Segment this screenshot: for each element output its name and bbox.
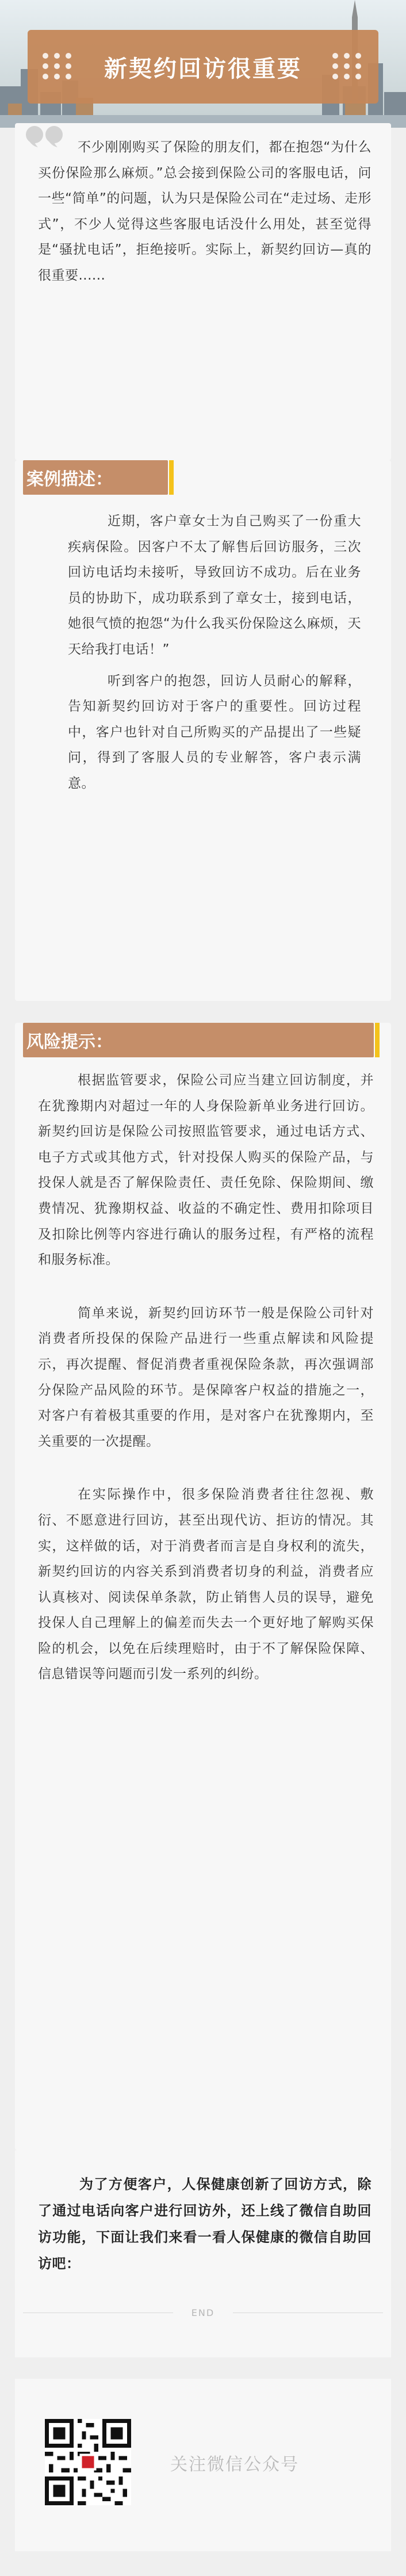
heading-accent xyxy=(375,1023,380,1057)
case-heading: 案例描述： xyxy=(26,469,113,490)
case-section xyxy=(15,460,391,1001)
decorative-dots-right-icon xyxy=(332,53,363,81)
follow-card xyxy=(15,2379,391,2551)
end-divider xyxy=(23,2301,383,2324)
heading-accent xyxy=(169,460,174,495)
risk-paragraph: 在实际操作中，很多保险消费者往往忽视、敷衍、不愿意进行回访，甚至出现代访、拒访的情况。其实，这样做的话，对于消费者而言是自身权利的流失，新契约回访的内容关系到消费者切身的利益，消费者应认真核对、阅读保单条款，防止销售人员的误导，避免投保人自己理解上的偏差而失去一个更好地了解购买保险的机会，以免在后续理赔时，由于不了解保险保障、信息错误等问题而引发一系列的纠纷。 xyxy=(38,1487,374,1682)
end-label: END xyxy=(191,2307,215,2318)
risk-section xyxy=(15,1023,391,2150)
case-body xyxy=(68,509,361,797)
title-bar xyxy=(28,30,378,104)
closing-paragraph: 为了方便客户，人保健康创新了回访方式，除了通过电话向客户进行回访外，还上线了微信自助回访功能，下面让我们来看一看人保健康的微信自助回访吧： xyxy=(38,2176,371,2272)
page-title: 新契约回访很重要 xyxy=(104,55,302,82)
follow-label: 关注微信公众号 xyxy=(170,2455,299,2475)
intro-card xyxy=(15,123,391,460)
risk-paragraph: 简单来说，新契约回访环节一般是保险公司针对消费者所投保的保险产品进行一些重点解读和风险提示，再次提醒、督促消费者重视保险条款，再次强调部分保险产品风险的环节。是保障客户权益的措施之一，对客户有着极其重要的作用，是对客户在犹豫期内，至关重要的一次提醒。 xyxy=(38,1305,374,1449)
risk-body xyxy=(38,1068,374,1687)
closing-card xyxy=(15,2150,391,2357)
risk-heading: 风险提示： xyxy=(26,1032,113,1052)
qr-code-icon[interactable] xyxy=(45,2419,131,2505)
case-heading-bar xyxy=(23,460,168,495)
header-banner xyxy=(0,0,406,128)
intro-paragraph: 不少刚刚购买了保险的朋友们，都在抱怨“为什么买份保险那么麻烦。”总会接到保险公司的客服电话，问一些“简单”的问题，认为只是保险公司在“走过场、走形式”，不少人觉得这些客服电话没什么用处，甚至觉得是“骚扰电话”，拒绝接听。实际上，新契约回访—真的很重要...... xyxy=(38,140,371,283)
case-paragraph: 近期，客户章女士为自己购买了一份重大疾病保险。因客户不太了解售后回访服务，三次回访电话均未接听，导致回访不成功。后在业务员的协助下，成功联系到了章女士，接到电话，她很气愤的抱怨“为什么我买份保险这么麻烦，天天给我打电话！” xyxy=(68,514,361,657)
decorative-dots-left-icon xyxy=(43,53,74,81)
case-paragraph: 听到客户的抱怨，回访人员耐心的解释，告知新契约回访对于客户的重要性。回访过程中，客户也针对自己所购买的产品提出了一些疑问，得到了客服人员的专业解答，客户表示满意。 xyxy=(68,673,361,791)
risk-paragraph: 根据监管要求，保险公司应当建立回访制度，并在犹豫期内对超过一年的人身保险新单业务进行回访。新契约回访是保险公司按照监管要求，通过电话方式、电子方式或其他方式，针对投保人购买的保险产品，与投保人就是否了解保险责任、责任免除、保险期间、缴费情况、犹豫期权益、收益的不确定性、费用扣除项目及扣除比例等内容进行确认的服务过程，有严格的流程和服务标准。 xyxy=(38,1073,374,1268)
risk-heading-bar xyxy=(23,1023,374,1057)
